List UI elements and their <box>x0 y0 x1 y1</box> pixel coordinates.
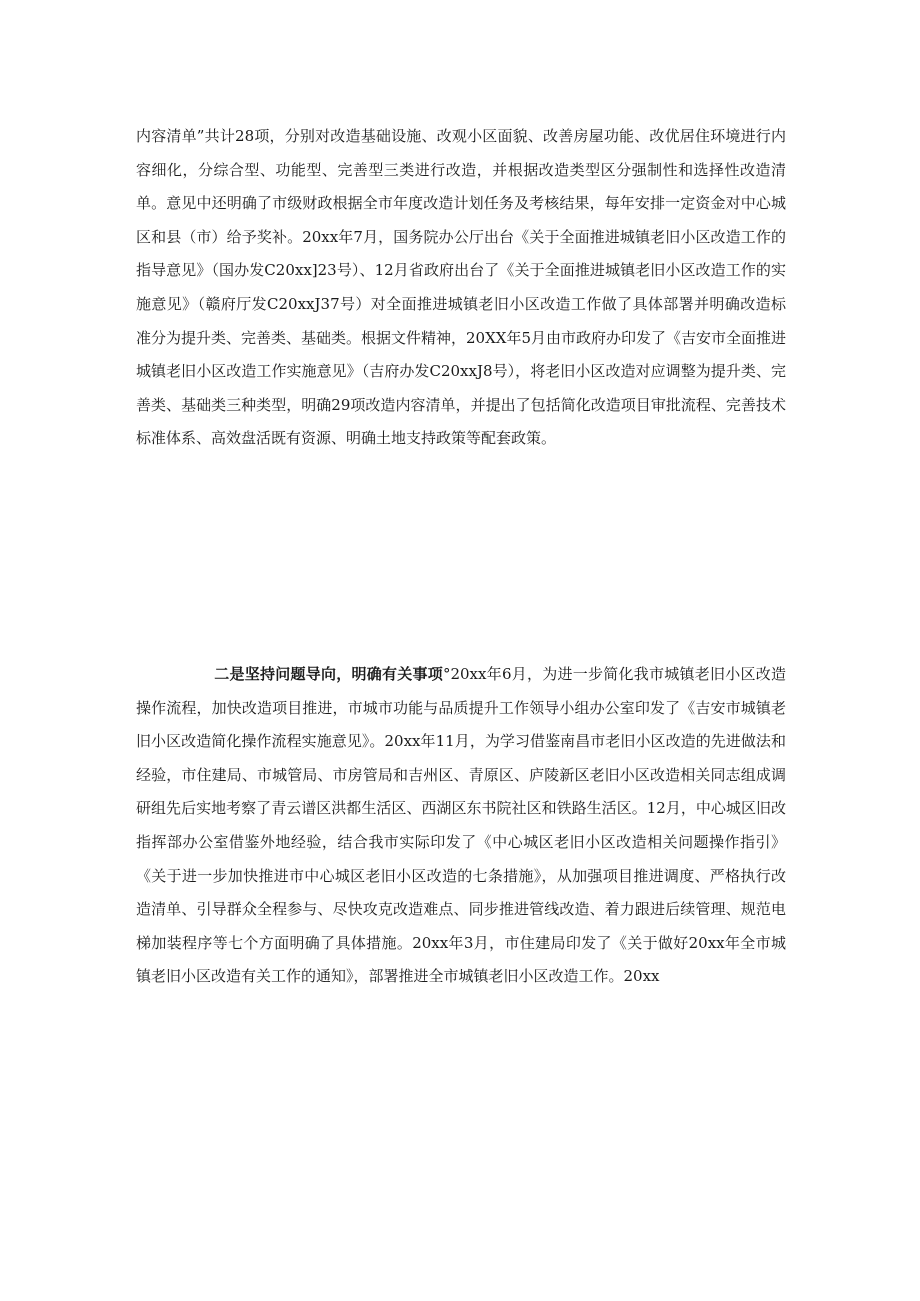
paragraph-2 <box>136 658 786 994</box>
paragraph-2-body: °20xx年6月，为进一步简化我市城镇老旧小区改造操作流程，加快改造项目推进，市城市功能与品质提升工作领导小组办公室印发了《吉安市城镇老旧小区改造简化操作流程实施意见》。20xx年11月，为学习借鉴南昌市老旧小区改造的先进做法和经验，市住建局、市城管局、市房管局和吉州区、青原区、庐陵新区老旧小区改造相关同志组成调研组先后实地考察了青云谱区洪都生活区、西湖区东书院社区和铁路生活区。12月，中心城区旧改指挥部办公室借鉴外地经验，结合我市实际印发了《中心城区老旧小区改造相关问题操作指引》《关于进一步加快推进市中心城区老旧小区改造的七条措施》，从加强项目推进调度、严格执行改造清单、引导群众全程参与、尽快攻克改造难点、同步推进管线改造、着力跟进后续管理、规范电梯加装程序等七个方面明确了具体措施。20xx年3月，市住建局印发了《关于做好20xx年全市城镇老旧小区改造有关工作的通知》，部署推进全市城镇老旧小区改造工作。20xx <box>136 665 786 986</box>
paragraph-1: 内容清单”共计28项，分别对改造基础设施、改观小区面貌、改善房屋功能、改优居住环境进行内容细化，分综合型、功能型、完善型三类进行改造，并根据改造类型区分强制性和选择性改造清单。意见中还明确了市级财政根据全市年度改造计划任务及考核结果，每年安排一定资金对中心城区和县（市）给予奖补。20xx年7月，国务院办公厅出台《关于全面推进城镇老旧小区改造工作的指导意见》（国办发C20xx]23号）、12月省政府出台了《关于全面推进城镇老旧小区改造工作的实施意见》（赣府厅发C20xxJ37号）对全面推进城镇老旧小区改造工作做了具体部署并明确改造标准分为提升类、完善类、基础类。根据文件精神，20XX年5月由市政府办印发了《吉安市全面推进城镇老旧小区改造工作实施意见》（吉府办发C20xxJ8号），将老旧小区改造对应调整为提升类、完善类、基础类三种类型，明确29项改造内容清单，并提出了包括简化改造项目审批流程、完善技术标准体系、高效盘活既有资源、明确土地支持政策等配套政策。 <box>136 127 786 448</box>
paragraph-2-lead: 二是坚持问题导向，明确有关事项 <box>214 665 443 683</box>
